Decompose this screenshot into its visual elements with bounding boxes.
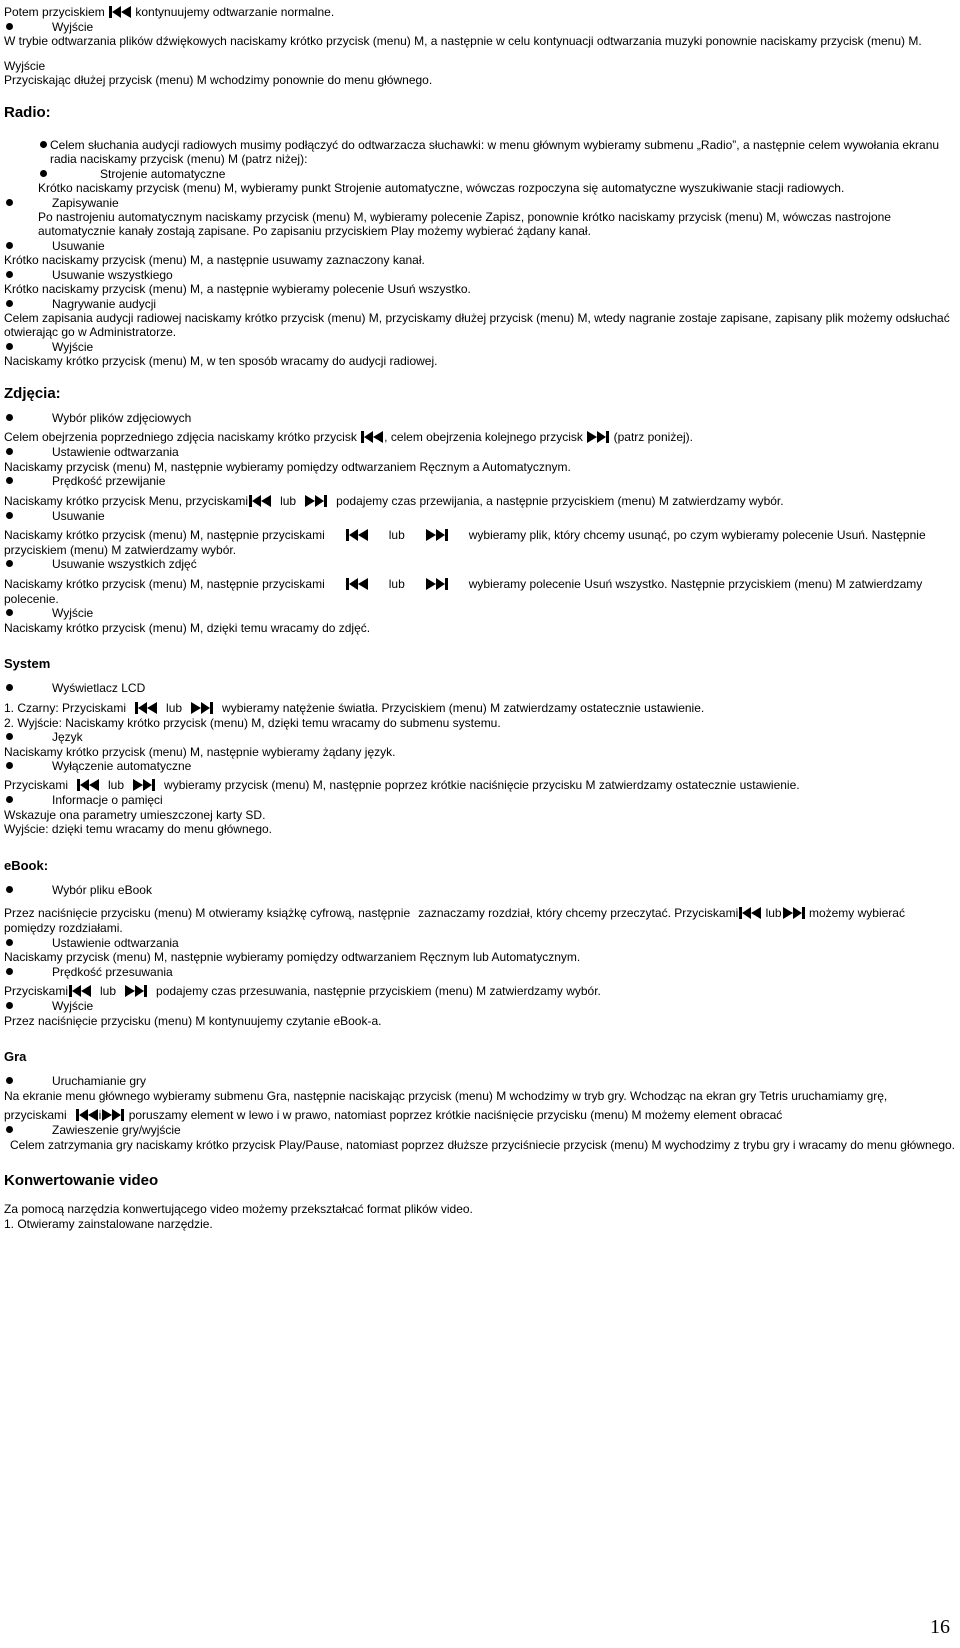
text: Przyciskami	[4, 984, 69, 999]
text: wybieramy plik, który chcemy usunąć, po czym wybieramy polecenie Usuń. Następnie przyciskiem (menu) M zatwierdzamy wybór.	[4, 527, 926, 557]
paragraph: Na ekranie menu głównego wybieramy submenu Gra, następnie naciskając przycisk (menu) M wchodzimy w tryb gry. Wchodząc na ekran gry Tetris uruchamiamy grę,	[4, 1088, 888, 1103]
prev-track-icon	[360, 429, 384, 445]
prev-track-icon	[248, 493, 272, 509]
item-title: Uruchamianie gry	[52, 1074, 147, 1089]
section-heading-zdjecia: Zdjęcia:	[4, 384, 61, 402]
paragraph	[4, 983, 956, 999]
paragraph: 2. Wyjście: Naciskamy krótko przycisk (menu) M, dzięki temu wracamy do submenu systemu.	[4, 715, 501, 730]
item-title: Wyjście	[52, 606, 94, 621]
next-track-icon	[304, 493, 328, 509]
text: wybieramy przycisk (menu) M, następnie poprzez krótkie naciśnięcie przycisku M zatwierdzamy ostatecznie ustawienie.	[164, 778, 800, 793]
text: Celem zatrzymania gry naciskamy krótko przycisk Play/Pause, natomiast poprzez dłuższe przyciśniecie przycisk (menu) M wychodzimy z trybu gry i wracamy do menu głównego.	[10, 1137, 955, 1152]
next-track-icon	[190, 700, 214, 716]
bullet-item	[4, 297, 956, 311]
text: lub	[388, 576, 405, 591]
text: lub	[765, 906, 782, 921]
text: , celem obejrzenia kolejnego przycisk	[384, 430, 583, 445]
next-track-icon	[782, 905, 806, 921]
text: wybieramy natężenie światła. Przyciskiem (menu) M zatwierdzamy ostatecznie ustawienie.	[222, 700, 705, 715]
prev-track-icon	[68, 983, 92, 999]
paragraph	[4, 700, 956, 716]
text: możemy wybierać pomiędzy rozdziałami.	[4, 906, 905, 936]
paragraph: Po nastrojeniu automatycznym naciskamy przycisk (menu) M, wybieramy polecenie Zapisz, ponownie krótko naciskamy przycisk (menu) M, wówczas nastrojone automatycznie kanały zostają zapisane. Po zapisaniu przyciskiem Play możemy wybierać żądany kanał.	[38, 210, 891, 239]
bullet-item	[4, 759, 956, 773]
item-title: Ustawienie odtwarzania	[52, 935, 179, 950]
next-track-icon	[98, 1107, 125, 1123]
bullet-item	[4, 730, 956, 744]
bullet-item	[4, 196, 956, 210]
item-text: Celem słuchania audycji radiowych musimy podłączyć do odtwarzacza słuchawki: w menu głównym wybieramy submenu „Radio”, a następnie celem wywołania ekranu radia naciskamy przycisk (menu) M (patrz niżej):	[50, 138, 940, 167]
prev-track-icon	[75, 1107, 99, 1123]
bullet-item	[4, 445, 956, 459]
paragraph: Naciskamy krótko przycisk (menu) M, dzięki temu wracamy do zdjęć.	[4, 620, 371, 635]
prev-track-icon	[134, 700, 158, 716]
text: poruszamy element w lewo i w prawo, natomiast poprzez krótkie naciśnięcie przycisku (menu) M możemy element obracać	[128, 1108, 783, 1123]
bullet-item	[4, 999, 956, 1013]
bullet-item	[4, 936, 956, 950]
bullet-item	[4, 167, 956, 181]
item-title: Wyjście	[52, 999, 94, 1014]
bullet-item	[4, 681, 956, 695]
item-title: Wybór plików zdjęciowych	[52, 410, 192, 425]
paragraph: Naciskamy krótko przycisk (menu) M, w ten sposób wracamy do audycji radiowej.	[4, 354, 438, 369]
bullet-item	[4, 965, 956, 979]
paragraph	[4, 527, 956, 557]
bullet-item	[4, 20, 956, 34]
next-track-icon	[124, 983, 148, 999]
next-track-icon	[425, 527, 449, 543]
section-heading-radio: Radio:	[4, 103, 51, 121]
item-title: Strojenie automatyczne	[100, 166, 226, 181]
text: kontynuujemy odtwarzanie normalne.	[135, 5, 335, 19]
item-title: Ustawienie odtwarzania	[52, 445, 179, 460]
bullet-item	[4, 793, 956, 807]
item-title: Informacje o pamięci	[52, 793, 163, 808]
next-track-icon	[132, 777, 156, 793]
text: Naciskamy krótko przycisk (menu) M, następnie przyciskami	[4, 576, 325, 591]
text: podajemy czas przewijania, a następnie przyciskiem (menu) M zatwierdzamy wybór.	[336, 493, 784, 508]
paragraph	[4, 429, 956, 445]
item-title: Nagrywanie audycji	[52, 296, 157, 311]
prev-track-icon	[108, 4, 132, 20]
paragraph: Za pomocą narzędzia konwertującego video możemy przekształcać format plików video.	[4, 1202, 473, 1217]
text: podajemy czas przesuwania, następnie przyciskiem (menu) M zatwierdzamy wybór.	[156, 984, 601, 999]
bullet-item	[4, 509, 956, 523]
paragraph	[4, 576, 956, 606]
text: zaznaczamy rozdział, który chcemy przeczytać. Przyciskami	[418, 906, 739, 921]
bullet-item	[4, 340, 956, 354]
item-title: Wyjście	[52, 339, 94, 354]
bullet-item	[4, 606, 956, 620]
bullet-item	[4, 268, 956, 282]
text: lub	[280, 493, 297, 508]
paragraph	[4, 493, 956, 509]
item-title: Wyłączenie automatyczne	[52, 759, 192, 774]
section-heading-ebook: eBook:	[4, 857, 49, 873]
next-track-icon	[425, 576, 449, 592]
text: (patrz poniżej).	[613, 430, 693, 445]
bullet-item	[4, 557, 956, 571]
paragraph: Naciskamy przycisk (menu) M, następnie wybieramy pomiędzy odtwarzaniem Ręcznym lub Automatycznym.	[4, 950, 581, 965]
item-title: Język	[52, 730, 83, 745]
paragraph: Wyjście	[4, 58, 46, 73]
item-title: Wyświetlacz LCD	[52, 681, 146, 696]
item-title: Usuwanie	[52, 508, 105, 523]
item-title: Usuwanie wszystkiego	[52, 267, 173, 282]
text: Przyciskami	[4, 778, 69, 793]
text: lub	[100, 984, 117, 999]
text: lub	[108, 778, 125, 793]
paragraph	[4, 1138, 956, 1152]
paragraph	[4, 905, 956, 935]
paragraph: Naciskamy krótko przycisk (menu) M, następnie wybieramy żądany język.	[4, 744, 396, 759]
paragraph: W trybie odtwarzania plików dźwiękowych naciskamy krótko przycisk (menu) M, a następnie w celu kontynuacji odtwarzania muzyki ponownie naciskamy przycisk (menu) M.	[4, 34, 922, 49]
section-heading-video: Konwertowanie video	[4, 1171, 159, 1189]
text: lub	[388, 527, 405, 542]
text: 1. Czarny: Przyciskami	[4, 700, 127, 715]
paragraph: Krótko naciskamy przycisk (menu) M, a następnie wybieramy polecenie Usuń wszystko.	[4, 282, 471, 297]
paragraph	[4, 1107, 956, 1123]
paragraph: 1. Otwieramy zainstalowane narzędzie.	[4, 1216, 213, 1231]
paragraph: Wskazuje ona parametry umieszczonej karty SD.	[4, 807, 266, 822]
paragraph: Wyjście: dzięki temu wracamy do menu głównego.	[4, 822, 273, 837]
item-title: Usuwanie	[52, 238, 105, 253]
paragraph	[4, 777, 956, 793]
next-track-icon	[586, 429, 610, 445]
bullet-item	[4, 411, 956, 425]
bullet-item	[4, 1074, 956, 1088]
bullet-item	[4, 474, 956, 488]
item-title: Zawieszenie gry/wyjście	[52, 1123, 181, 1138]
prev-track-icon	[345, 576, 369, 592]
text: i	[98, 1108, 102, 1123]
bullet-item	[4, 138, 956, 167]
section-heading-system: System	[4, 656, 51, 671]
item-title: Wyjście	[52, 20, 94, 34]
text: przyciskami	[4, 1108, 67, 1123]
item-title: Usuwanie wszystkich zdjęć	[52, 557, 197, 572]
text: Potem przyciskiem	[4, 5, 105, 19]
item-title: Prędkość przewijanie	[52, 474, 166, 489]
paragraph: Celem zapisania audycji radiowej naciskamy krótko przycisk (menu) M, przyciskamy dłużej przycisk (menu) M, wtedy nagranie zostaje zapisane, zapisany plik możemy odsłuchać otwierając go w Administratorze.	[4, 310, 950, 340]
item-title: Prędkość przesuwania	[52, 964, 173, 979]
paragraph: Krótko naciskamy przycisk (menu) M, a następnie usuwamy zaznaczony kanał.	[4, 253, 425, 268]
paragraph: Krótko naciskamy przycisk (menu) M, wybieramy punkt Strojenie automatyczne, wówczas rozpoczyna się automatyczne wyszukiwanie stacji radiowych.	[38, 181, 845, 196]
section-heading-gra: Gra	[4, 1048, 27, 1064]
text: Przez naciśnięcie przycisku (menu) M otwieramy książkę cyfrową, następnie	[4, 906, 411, 921]
text: Celem obejrzenia poprzedniego zdjęcia naciskamy krótko przycisk	[4, 430, 357, 445]
bullet-item	[4, 239, 956, 253]
paragraph: Przyciskając dłużej przycisk (menu) M wchodzimy ponownie do menu głównego.	[4, 73, 433, 88]
intro-line-1	[4, 4, 956, 20]
prev-track-icon	[76, 777, 100, 793]
prev-track-icon	[345, 527, 369, 543]
paragraph: Naciskamy przycisk (menu) M, następnie wybieramy pomiędzy odtwarzaniem Ręcznym a Automatycznym.	[4, 459, 571, 474]
page-number: 16	[930, 1615, 950, 1638]
item-title: Zapisywanie	[52, 195, 119, 210]
text: wybieramy polecenie Usuń wszystko. Następnie przyciskiem (menu) M zatwierdzamy polecenie.	[4, 576, 923, 606]
bullet-item	[4, 1123, 956, 1137]
text: Naciskamy krótko przycisk Menu, przyciskami	[4, 493, 249, 508]
bullet-item	[4, 883, 956, 897]
text: lub	[166, 700, 183, 715]
text: Naciskamy krótko przycisk (menu) M, następnie przyciskami	[4, 527, 325, 542]
item-title: Wybór pliku eBook	[52, 883, 152, 898]
prev-track-icon	[738, 905, 762, 921]
paragraph: Przez naciśnięcie przycisku (menu) M kontynuujemy czytanie eBook-a.	[4, 1013, 382, 1028]
